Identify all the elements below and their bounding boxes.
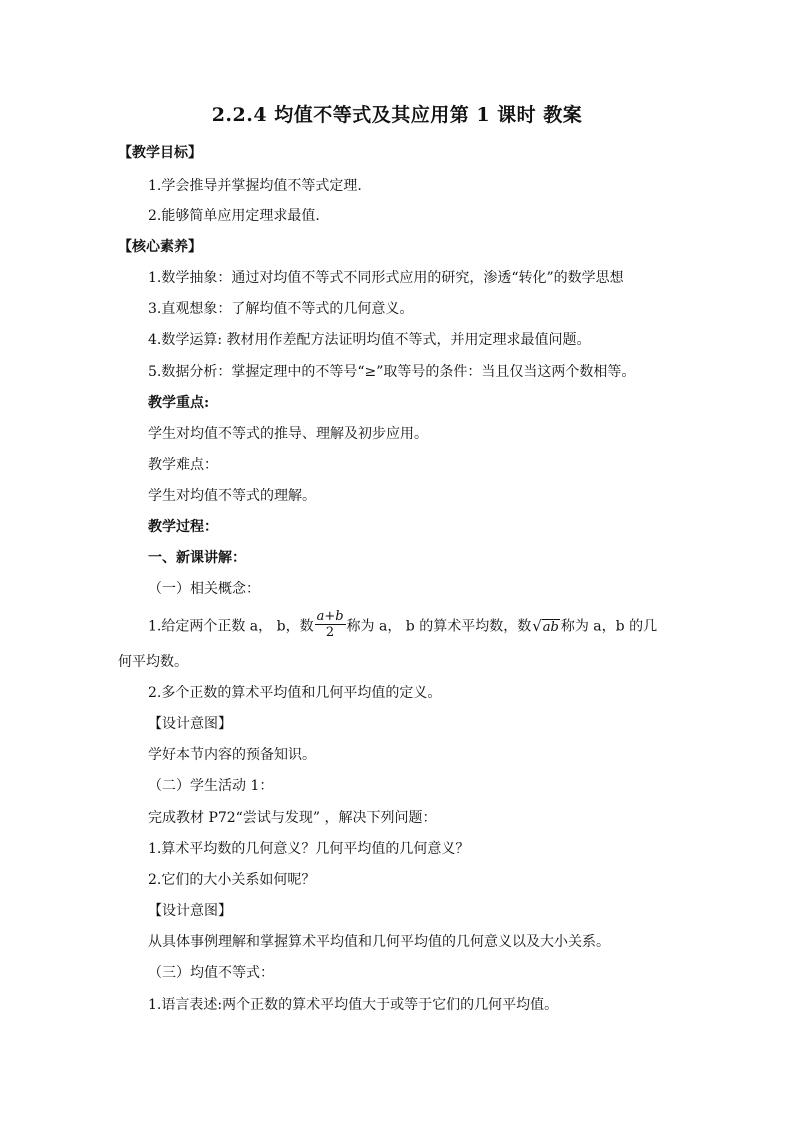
design-intent-text-1: 学好本节内容的预备知识。 [148,747,316,763]
core-item-4: 4.数学运算: 教材用作差配方法证明均值不等式，并用定理求最值问题。 [148,332,591,348]
question-1: 1.算术平均数的几何意义？几何平均值的几何意义？ [148,841,470,857]
definition-1-part-a: 1.给定两个正数 a， b，数 [148,618,314,635]
part-heading-new-lesson: 一、新课讲解： [148,550,246,566]
activity-text: 完成教材 P72“尝试与发现” ，解决下列问题： [148,810,437,826]
goal-item-1: 1.学会推导并掌握均值不等式定理. [148,178,362,194]
goal-item-2: 2.能够简单应用定理求最值. [148,208,320,224]
subsection-concepts: （一）相关概念： [148,581,260,597]
fraction-a-plus-b-over-2 [315,609,346,640]
definition-1-part-b: 称为 a， b 的算术平均数，数 [346,618,532,635]
definition-1-part-c: 称为 a，b 的几 [560,618,658,635]
question-2: 2.它们的大小关系如何呢？ [148,872,316,888]
section-heading-core: 【核心素养】 [118,239,202,255]
design-intent-heading-2: 【设计意图】 [148,903,232,919]
design-intent-heading-1: 【设计意图】 [148,716,232,732]
document-title: 2.2.4 均值不等式及其应用第 1 课时 教案 [211,104,583,126]
section-heading-goals: 【教学目标】 [118,145,202,161]
sqrt-argument: ab [542,619,559,635]
core-item-3: 3.直观想象：了解均值不等式的几何意义。 [148,301,414,317]
core-item-5: 5.数据分析：掌握定理中的不等号“≥”取等号的条件：当且仅当这两个数相等。 [148,364,636,380]
definition-1-continued: 何平均数。 [118,654,188,670]
subsection-student-activity: （二）学生活动 1： [148,778,274,794]
key-points-label: 教学重点: [148,395,210,411]
subsection-mean-inequality: （三）均值不等式： [148,965,274,981]
core-item-1: 1.数学抽象：通过对均值不等式不同形式应用的研究，渗透“转化”的数学思想 [148,270,624,286]
sqrt-ab [532,616,560,638]
fraction-denominator: 2 [325,625,335,640]
sqrt-symbol: √ [532,616,542,635]
process-label: 教学过程： [148,519,218,535]
difficulty-label: 教学难点： [148,457,218,473]
key-points-text: 学生对均值不等式的推导、理解及初步应用。 [148,426,428,442]
fraction-numerator: a+b [316,609,344,624]
definition-2: 2.多个正数的算术平均值和几何平均值的定义。 [148,685,442,701]
definition-1 [148,611,657,642]
difficulty-text: 学生对均值不等式的理解。 [148,488,316,504]
language-statement: 1.语言表述:两个正数的算术平均值大于或等于它们的几何平均值。 [148,997,559,1013]
design-intent-text-2: 从具体事例理解和掌握算术平均值和几何平均值的几何意义以及大小关系。 [148,934,610,950]
